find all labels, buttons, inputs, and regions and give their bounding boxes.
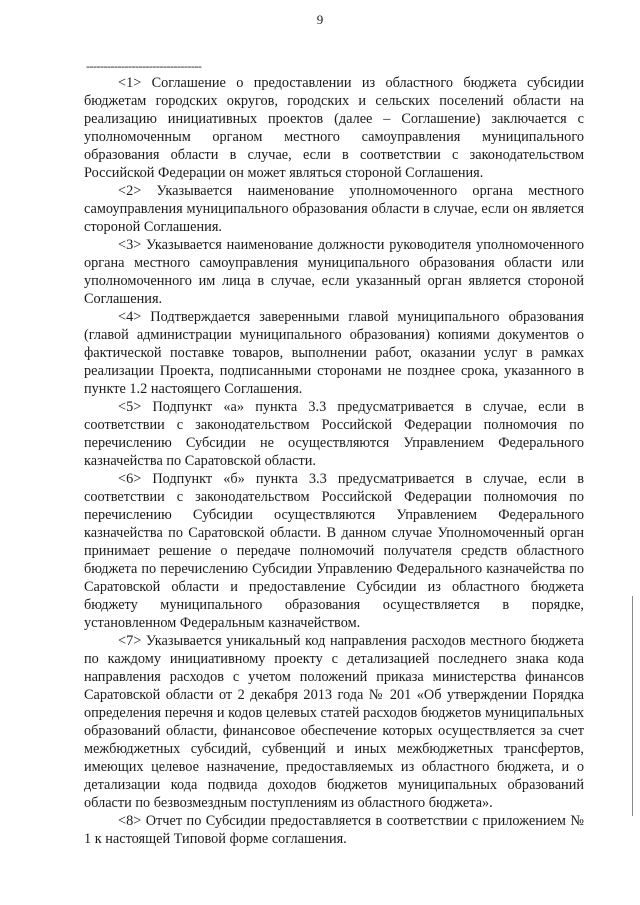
page-number: 9 xyxy=(316,12,324,27)
footnote-3: <3> Указывается наименование должности руководителя уполномоченного органа местного самоуправления муниципального образования области или уполномоченного им лица в случае, если указанный орган является стороной Соглашения. xyxy=(84,237,584,307)
footnote-7: <7> Указывается уникальный код направления расходов местного бюджета по каждому инициативному проекту с детализацией последнего знака кода направления расходов с учетом положений приказа министерства финансов Саратовской области от 2 декабря 2013 года № 201 «Об утверждении Порядка определения перечня и кодов целевых статей расходов бюджетов муниципальных образований области, финансовое обеспечение которых осуществляется за счет межбюджетных субсидий, субвенций и иных межбюджетных трансфертов, имеющих целевое назначение, предоставляемых из областного бюджета, и о детализации кода подвида доходов бюджетов муниципальных образований области по безвозмездным поступлениям из областного бюджета». xyxy=(84,633,584,811)
footnote-8: <8> Отчет по Субсидии предоставляется в соответствии с приложением № 1 к настоящей Типовой форме соглашения. xyxy=(84,813,584,847)
footnote-2: <2> Указывается наименование уполномоченного органа местного самоуправления муниципального образования области в случае, если он является стороной Соглашения. xyxy=(84,183,584,235)
footnote-6: <6> Подпункт «б» пункта 3.3 предусматривается в случае, если в соответствии с законодательством Российской Федерации полномочия по перечислению Субсидии осуществляются Управлением Федерального казначейства по Саратовской области. В данном случае Уполномоченный орган принимает решение о передаче полномочий получателя средств областного бюджета по перечислению Субсидии Управлению Федерального казначейства по Саратовской области и предоставление Субсидии из областного бюджета бюджету муниципального образования осуществляется в порядке, установленном Федеральным казначейством. xyxy=(84,471,584,631)
footnote-4: <4> Подтверждается заверенными главой муниципального образования (главой администрации муниципального образования) копиями документов о фактической поставке товаров, выполнении работ, оказании услуг в рамках реализации Проекта, подписанными сторонами не позднее срока, указанного в пункте 1.2 настоящего Соглашения. xyxy=(84,309,584,397)
footnote-1: <1> Соглашение о предоставлении из областного бюджета субсидии бюджетам городских округов, городских и сельских поселений области на реализацию инициативных проектов (далее – Соглашение) заключается с уполномоченным органом местного самоуправления муниципального образования области в случае, если в соответствии с законодательством Российской Федерации он может являться стороной Соглашения. xyxy=(84,75,584,181)
footnotes-block xyxy=(84,74,584,848)
scan-edge-mark xyxy=(632,596,633,816)
footnote-separator: --------------------------------- xyxy=(86,59,202,73)
footnote-5: <5> Подпункт «а» пункта 3.3 предусматривается в случае, если в соответствии с законодательством Российской Федерации полномочия по перечислению Субсидии не осуществляются Управлением Федерального казначейства по Саратовской области. xyxy=(84,399,584,469)
